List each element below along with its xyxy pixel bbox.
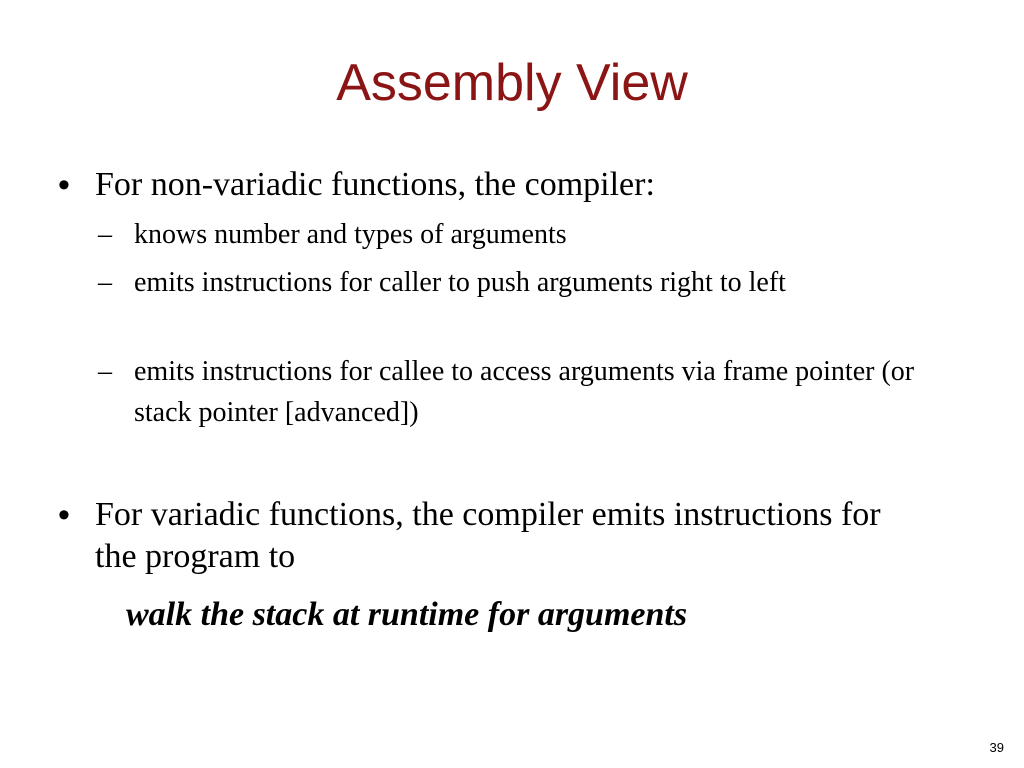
sub-bullet-text: emits instructions for callee to access arguments via frame pointer (or stack pointer [advanced])	[134, 356, 915, 428]
sub-bullet-item	[98, 214, 918, 255]
slide-title: Assembly View	[336, 54, 688, 112]
sub-bullet-item	[98, 351, 918, 433]
bullet-text: For non-variadic functions, the compiler:	[95, 166, 655, 203]
sub-bullet-marker: –	[98, 219, 112, 250]
bullet-marker: •	[58, 166, 70, 204]
sub-bullet-item	[98, 262, 898, 303]
sub-bullet-marker: –	[98, 356, 112, 387]
page-number: 39	[989, 740, 1004, 755]
bullet-text: For variadic functions, the compiler emits instructions for the program to	[95, 496, 881, 575]
bullet-item	[58, 494, 898, 578]
sub-bullet-text: emits instructions for caller to push arguments right to left	[134, 267, 786, 298]
emphasis-text: walk the stack at runtime for arguments	[126, 596, 688, 633]
sub-bullet-marker: –	[98, 267, 112, 298]
bullet-marker: •	[58, 496, 70, 534]
sub-bullet-text: knows number and types of arguments	[134, 219, 567, 250]
bullet-item	[58, 164, 938, 206]
